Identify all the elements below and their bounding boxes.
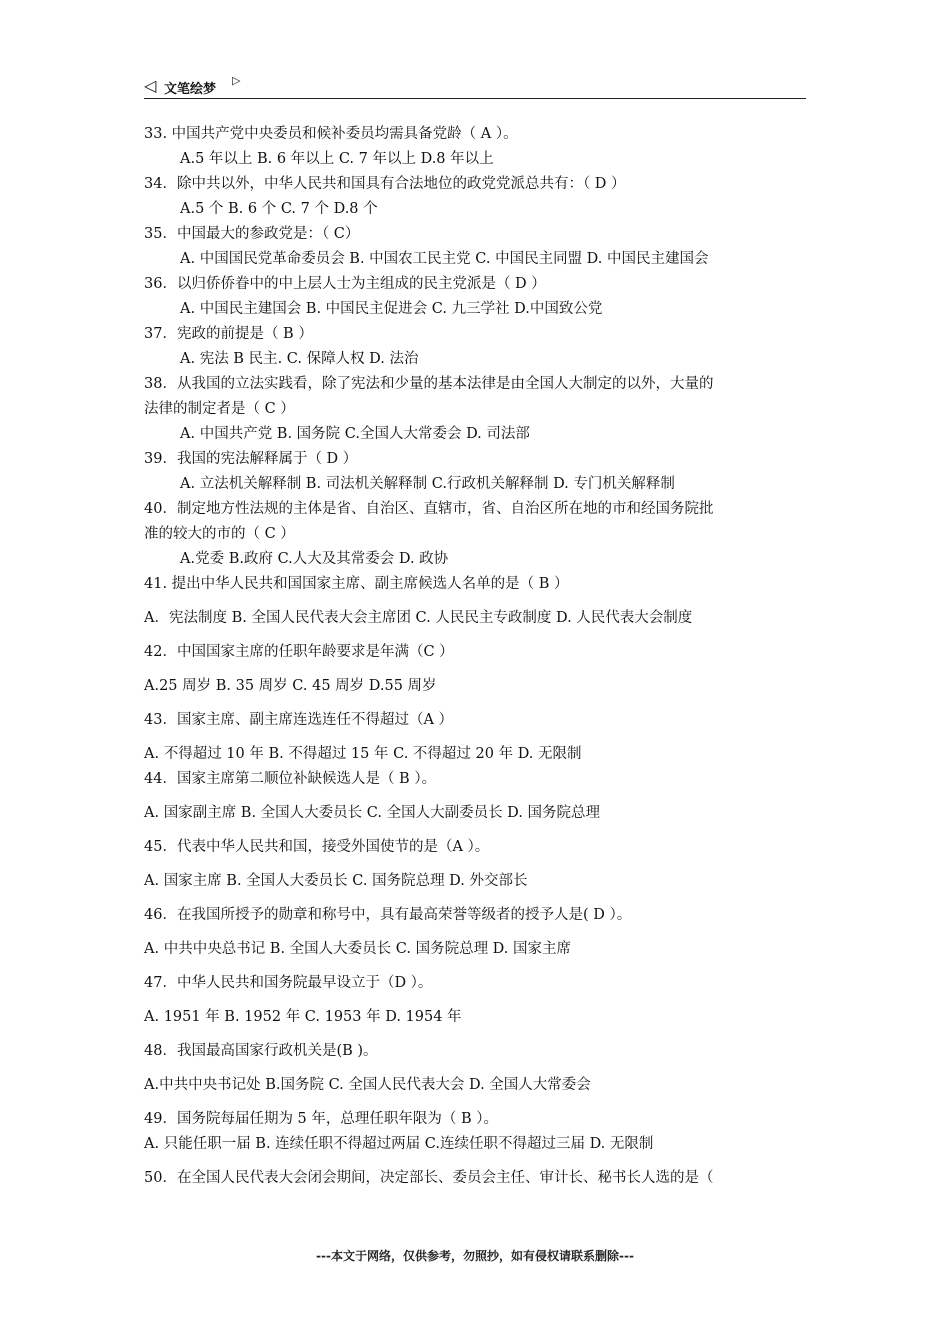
question-line: A. 国家副主席 B. 全国人大委员长 C. 全国人大副委员长 D. 国务院总理	[144, 805, 601, 821]
question-line: 准的较大的市的（ C ）	[144, 526, 295, 542]
question-line: 36．以归侨侨眷中的中上层人士为主组成的民主党派是（ D ）	[144, 276, 546, 292]
question-line: 41. 提出中华人民共和国国家主席、副主席候选人名单的是（ B ）	[144, 576, 569, 592]
answer-options: A. 宪法 B 民主. C. 保障人权 D. 法治	[180, 351, 419, 367]
header-title: 文笔绘梦	[164, 82, 217, 97]
footer-disclaimer: ---本文于网络，仅供参考，勿照抄，如有侵权请联系删除---	[316, 1249, 634, 1263]
question-line: 47．中华人民共和国务院最早设立于（D ）。	[144, 975, 433, 991]
question-line: 50．在全国人民代表大会闭会期间，决定部长、委员会主任、审计长、秘书长人选的是（	[144, 1170, 714, 1186]
question-line: 49．国务院每届任期为 5 年，总理任职年限为（ B ）。	[144, 1111, 499, 1127]
question-line: 43．国家主席、副主席连选连任不得超过（A ）	[144, 712, 454, 728]
answer-options: A.党委 B.政府 C.人大及其常委会 D. 政协	[180, 551, 449, 567]
question-line: 法律的制定者是（ C ）	[144, 401, 295, 417]
page-header	[144, 74, 806, 99]
answer-options: A. 中国共产党 B. 国务院 C.全国人大常委会 D. 司法部	[180, 426, 530, 442]
question-line: 42．中国国家主席的任职年龄要求是年满（C ）	[144, 644, 454, 660]
question-line: A. 不得超过 10 年 B. 不得超过 15 年 C. 不得超过 20 年 D. 无限制	[144, 746, 582, 762]
question-line: 40．制定地方性法规的主体是省、自治区、直辖市，省、自治区所在地的市和经国务院批	[144, 501, 714, 517]
answer-options: A. 立法机关解释制 B. 司法机关解释制 C.行政机关解释制 D. 专门机关解释制	[180, 476, 675, 492]
question-line: 35．中国最大的参政党是：（ C）	[144, 226, 360, 242]
question-line: 44．国家主席第二顺位补缺候选人是（ B ）。	[144, 771, 437, 787]
question-line: 45．代表中华人民共和国，接受外国使节的是（A ）。	[144, 839, 490, 855]
question-line: A．宪法制度 B. 全国人民代表大会主席团 C. 人民民主专政制度 D. 人民代表大会制度	[144, 610, 693, 626]
question-line: 48．我国最高国家行政机关是(B )。	[144, 1043, 378, 1059]
right-triangle-icon: ▷	[232, 74, 241, 87]
question-line: A. 只能任职一届 B. 连续任职不得超过两届 C.连续任职不得超过三届 D. 无限制	[144, 1136, 654, 1152]
question-line: 46．在我国所授予的勋章和称号中，具有最高荣誉等级者的授予人是( D ）。	[144, 907, 632, 923]
answer-options: A. 中国民主建国会 B. 中国民主促进会 C. 九三学社 D.中国致公党	[180, 301, 603, 317]
question-line: 33. 中国共产党中央委员和候补委员均需具备党龄（ A ）。	[144, 126, 518, 142]
answer-options: A. 中国国民党革命委员会 B. 中国农工民主党 C. 中国民主同盟 D. 中国民主建国会	[180, 251, 709, 267]
question-list	[144, 122, 810, 1191]
question-line: A.中共中央书记处 B.国务院 C. 全国人民代表大会 D. 全国人大常委会	[144, 1077, 591, 1093]
answer-options: A.5 个 B. 6 个 C. 7 个 D.8 个	[180, 201, 378, 217]
question-line: 39．我国的宪法解释属于（ D ）	[144, 451, 358, 467]
question-line: 37．宪政的前提是（ B ）	[144, 326, 313, 342]
answer-options: A.5 年以上 B. 6 年以上 C. 7 年以上 D.8 年以上	[180, 151, 494, 167]
left-triangle-icon: ◁	[144, 76, 157, 95]
question-line: A.25 周岁 B. 35 周岁 C. 45 周岁 D.55 周岁	[144, 678, 437, 694]
question-line: 34．除中共以外，中华人民共和国具有合法地位的政党党派总共有：（ D ）	[144, 176, 626, 192]
question-line: A. 中共中央总书记 B. 全国人大委员长 C. 国务院总理 D. 国家主席	[144, 941, 572, 957]
question-line: A. 1951 年 B. 1952 年 C. 1953 年 D. 1954 年	[144, 1009, 462, 1025]
question-line: A. 国家主席 B. 全国人大委员长 C. 国务院总理 D. 外交部长	[144, 873, 528, 889]
question-line: 38．从我国的立法实践看，除了宪法和少量的基本法律是由全国人大制定的以外，大量的	[144, 376, 714, 392]
